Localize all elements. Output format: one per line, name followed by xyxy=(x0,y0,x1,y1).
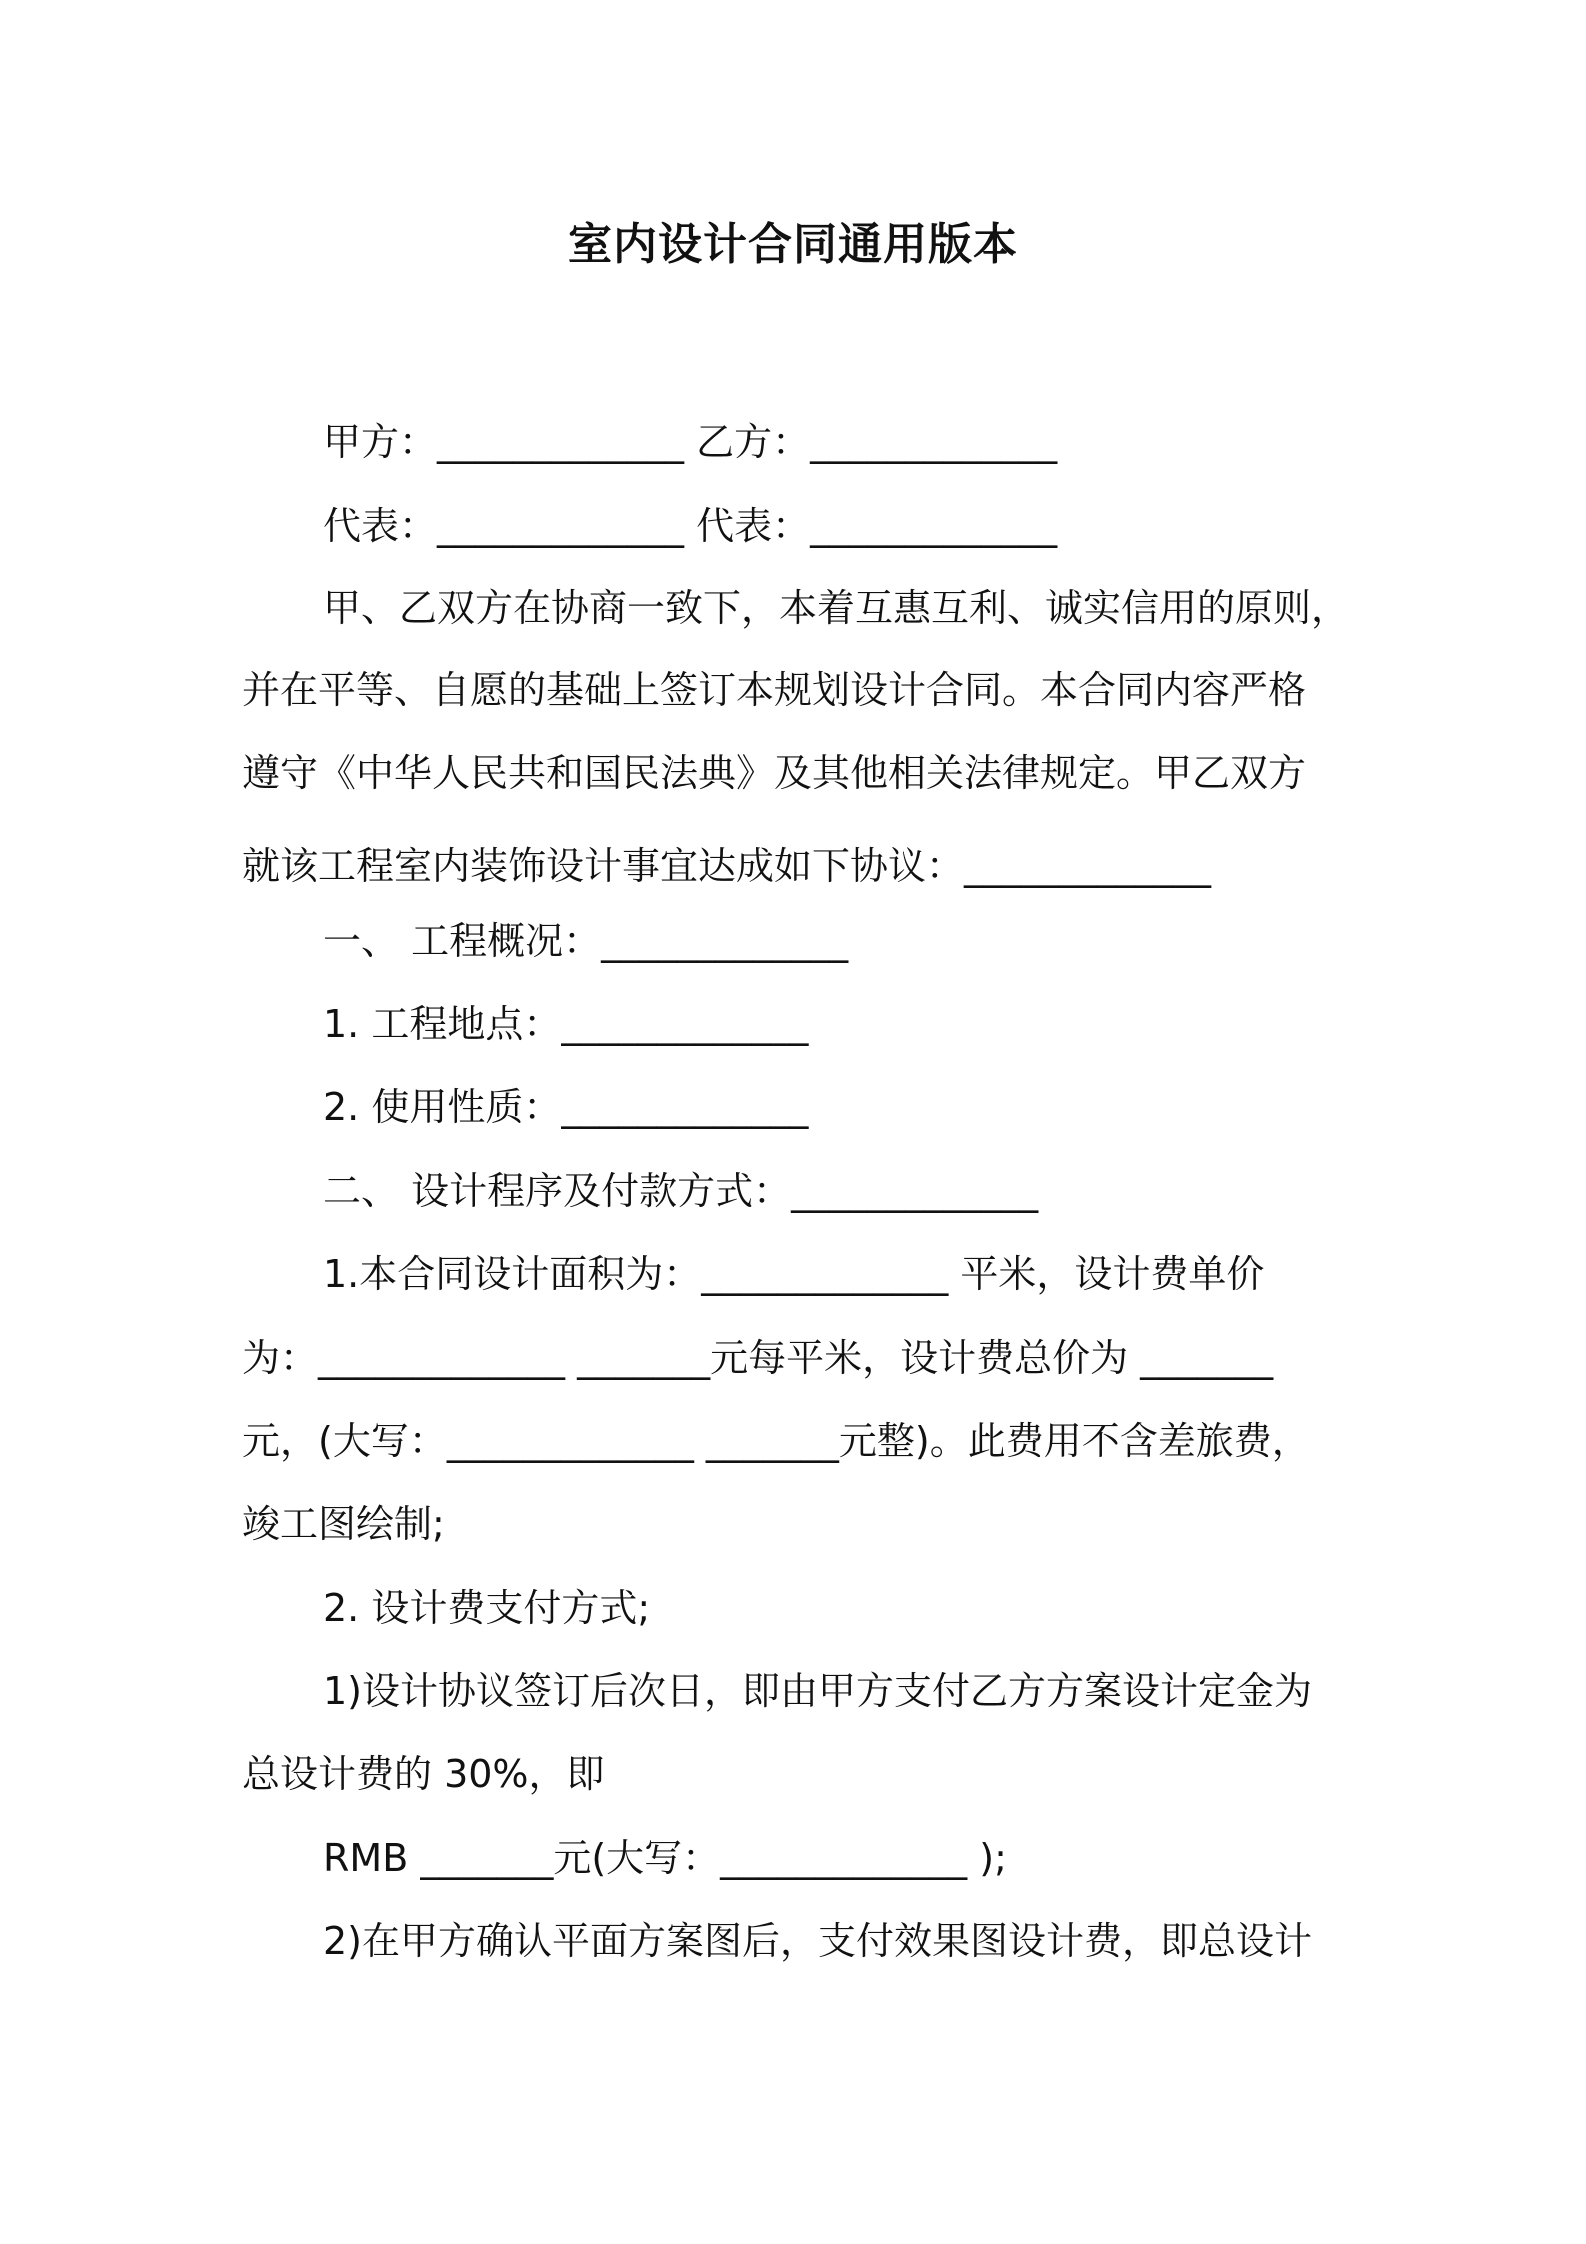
party-line: 甲方：_____________ 乙方：_____________ xyxy=(323,420,1058,464)
list-item: 2. 使用性质：_____________ xyxy=(323,1085,809,1129)
document-title: 室内设计合同通用版本 xyxy=(568,219,1018,270)
paragraph-line: 1)设计协议签订后次日，即由甲方支付乙方方案设计定金为 xyxy=(323,1669,1313,1713)
paragraph-line: 并在平等、自愿的基础上签订本规划设计合同。本合同内容严格 xyxy=(242,668,1307,712)
paragraph-line: 就该工程室内装饰设计事宜达成如下协议：_____________ xyxy=(242,844,1212,888)
section-heading: 二、 设计程序及付款方式：_____________ xyxy=(323,1169,1039,1213)
paragraph-line: 竣工图绘制; xyxy=(242,1502,445,1546)
paragraph-line: 遵守《中华人民共和国民法典》及其他相关法律规定。甲乙双方 xyxy=(242,751,1307,795)
paragraph-line: 元，(大写：_____________ _______元整)。此费用不含差旅费， xyxy=(242,1419,1310,1463)
paragraph-line: 1.本合同设计面积为：_____________ 平米，设计费单价 xyxy=(323,1252,1265,1296)
paragraph-line: 2)在甲方确认平面方案图后，支付效果图设计费，即总设计 xyxy=(323,1919,1313,1963)
section-heading: 一、 工程概况：_____________ xyxy=(323,919,849,963)
list-item: 2. 设计费支付方式; xyxy=(323,1586,651,1630)
paragraph-line: 总设计费的 30%，即 xyxy=(242,1752,605,1796)
paragraph-line: 为：_____________ _______元每平米，设计费总价为 _______ xyxy=(242,1336,1274,1380)
representative-line: 代表：_____________ 代表：_____________ xyxy=(323,504,1058,548)
paragraph-line: RMB _______元(大写：_____________ ); xyxy=(323,1836,1007,1880)
list-item: 1. 工程地点：_____________ xyxy=(323,1002,809,1046)
paragraph-line: 甲、乙双方在协商一致下，本着互惠互利、诚实信用的原则， xyxy=(323,586,1350,630)
